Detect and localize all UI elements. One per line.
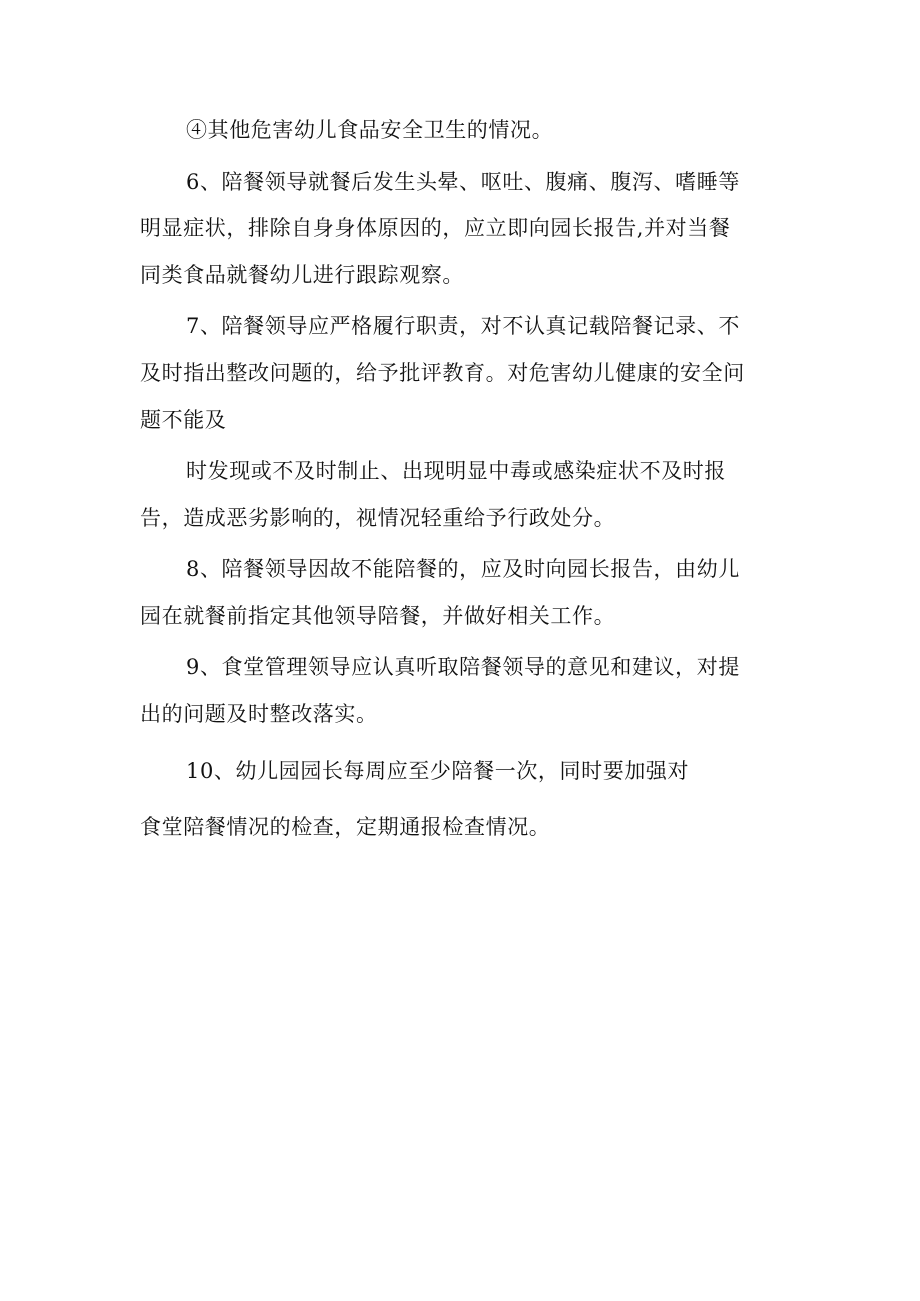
text-line-clause-10-start: 10、幼儿园园长每周应至少陪餐一次，同时要加强对 — [186, 759, 690, 783]
text-line-clause-8-start: 8、陪餐领导因故不能陪餐的，应及时向园长报告，由幼儿 — [186, 557, 740, 581]
text-line-clause-6-cont: 明显症状，排除自身身体原因的，应立即向园长报告,并对当餐 — [140, 216, 731, 240]
text-line-clause-7-end: 告，造成恶劣影响的，视情况轻重给予行政处分。 — [140, 506, 616, 530]
text-line-item-4: ④其他危害幼儿食品安全卫生的情况。 — [186, 118, 554, 142]
text-line-clause-7-start: 7、陪餐领导应严格履行职责，对不认真记载陪餐记录、不 — [186, 314, 740, 338]
text-line-clause-6-start: 6、陪餐领导就餐后发生头晕、呕吐、腹痛、腹泻、嗜睡等 — [186, 170, 740, 194]
text-line-clause-10-end: 食堂陪餐情况的检查，定期通报检查情况。 — [140, 815, 551, 839]
text-line-clause-9-end: 出的问题及时整改落实。 — [140, 702, 378, 726]
text-line-clause-7-resume: 时发现或不及时制止、出现明显中毒或感染症状不及时报 — [186, 459, 726, 483]
text-line-clause-9-start: 9、食堂管理领导应认真听取陪餐领导的意见和建议，对提 — [186, 655, 740, 679]
text-line-clause-8-end: 园在就餐前指定其他领导陪餐，并做好相关工作。 — [140, 604, 616, 628]
text-line-clause-6-end: 同类食品就餐幼儿进行跟踪观察。 — [140, 263, 464, 287]
text-line-clause-7-break: 题不能及 — [140, 408, 227, 432]
text-line-clause-7-cont: 及时指出整改问题的，给予批评教育。对危害幼儿健康的安全问 — [140, 361, 745, 385]
